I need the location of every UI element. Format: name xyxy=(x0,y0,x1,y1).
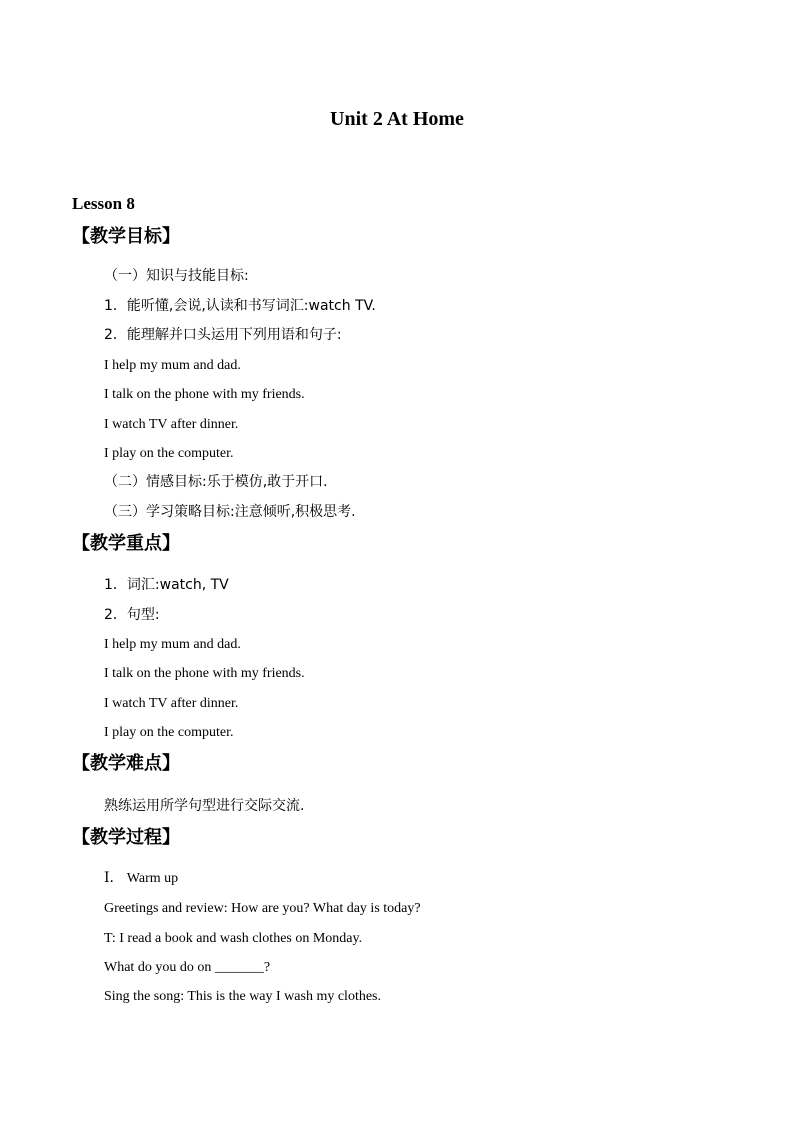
lesson-label: Lesson 8 xyxy=(72,194,135,213)
goal-line: 1．能听懂,会说,认读和书写词汇:watch TV. xyxy=(104,298,376,314)
goal-line: （三）学习策略目标:注意倾听,积极思考. xyxy=(104,504,356,520)
key-line: I watch TV after dinner. xyxy=(104,696,239,711)
key-line: I play on the computer. xyxy=(104,725,234,740)
process-heading: 【教学过程】 xyxy=(72,827,180,848)
goal-line: I help my mum and dad. xyxy=(104,358,241,373)
key-line: 2．句型: xyxy=(104,607,160,623)
key-heading: 【教学重点】 xyxy=(72,533,180,554)
process-line: Sing the song: This is the way I wash my clothes. xyxy=(104,989,381,1004)
page-title: Unit 2 At Home xyxy=(330,108,464,130)
goals-heading: 【教学目标】 xyxy=(72,226,180,247)
process-line: What do you do on _______? xyxy=(104,960,271,975)
process-line: Ⅰ． Warm up xyxy=(104,871,179,886)
process-line: Greetings and review: How are you? What day is today? xyxy=(104,901,421,916)
goal-line: I talk on the phone with my friends. xyxy=(104,387,305,402)
difficult-heading: 【教学难点】 xyxy=(72,753,180,774)
key-line: I talk on the phone with my friends. xyxy=(104,666,305,681)
goal-line: （一）知识与技能目标: xyxy=(104,268,249,284)
key-line: I help my mum and dad. xyxy=(104,637,241,652)
goal-line: I play on the computer. xyxy=(104,446,234,461)
goal-line: （二）情感目标:乐于模仿,敢于开口. xyxy=(104,474,328,490)
process-line: T: I read a book and wash clothes on Monday. xyxy=(104,931,363,946)
goal-line: I watch TV after dinner. xyxy=(104,417,239,432)
goal-line: 2．能理解并口头运用下列用语和句子: xyxy=(104,327,342,343)
difficult-line: 熟练运用所学句型进行交际交流. xyxy=(104,798,305,814)
key-line: 1．词汇:watch, TV xyxy=(104,577,229,593)
